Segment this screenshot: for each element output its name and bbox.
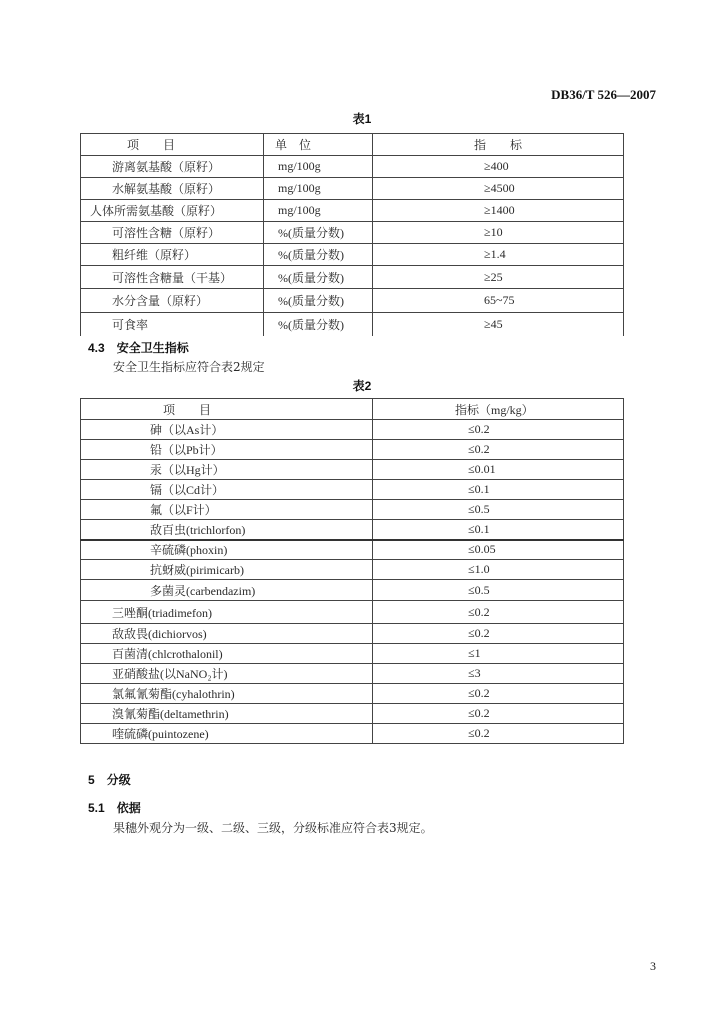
item-name-cell: 敌敌畏(dichiorvos): [81, 624, 373, 644]
table-1-header-item: 项 目: [81, 134, 264, 156]
value-cell: ≥1.4: [373, 244, 624, 266]
item-name-cell: 砷（以As计）: [81, 420, 373, 440]
table-row: [81, 704, 624, 724]
item-name-cell: 溴氰菊酯(deltamethrin): [81, 704, 373, 724]
table-row: [81, 313, 624, 336]
limit-cell: ≤1.0: [373, 560, 624, 580]
table-row: [81, 520, 624, 540]
value-cell: ≥10: [373, 222, 624, 244]
limit-cell: ≤0.2: [373, 624, 624, 644]
table-2-header-row: [81, 399, 624, 420]
table-row: [81, 684, 624, 704]
section-5-1-text: 果穗外观分为一级、二级、三级，分级标准应符合表3规定。: [113, 821, 433, 835]
table-row: [81, 540, 624, 560]
limit-cell: ≤3: [373, 664, 624, 684]
item-name-cell: 铅（以Pb计）: [81, 440, 373, 460]
section-number: 5: [88, 773, 95, 787]
unit-cell: mg/100g: [264, 156, 373, 178]
table-row: [81, 580, 624, 601]
section-title: 分级: [106, 773, 131, 787]
item-name-cell: 氟（以F计）: [81, 500, 373, 520]
table-row: [81, 724, 624, 744]
limit-cell: ≤0.5: [373, 580, 624, 601]
limit-cell: ≤0.2: [373, 724, 624, 744]
limit-cell: ≤0.2: [373, 601, 624, 624]
limit-cell: ≤0.1: [373, 480, 624, 500]
table-row: [81, 289, 624, 313]
table-2: [80, 398, 624, 744]
table-row: [81, 500, 624, 520]
table-row: [81, 244, 624, 266]
limit-cell: ≤0.2: [373, 420, 624, 440]
item-name-cell: 氯氟氰菊酯(cyhalothrin): [81, 684, 373, 704]
item-name-cell: 游离氨基酸（原籽）: [81, 156, 264, 178]
limit-cell: ≤0.2: [373, 684, 624, 704]
limit-cell: ≤0.1: [373, 520, 624, 540]
table-row: [81, 664, 624, 684]
item-name-cell: 百菌清(chlcrothalonil): [81, 644, 373, 664]
unit-cell: mg/100g: [264, 178, 373, 200]
section-5-1-heading: [88, 799, 141, 816]
value-cell: ≥1400: [373, 200, 624, 222]
item-name-cell: 可食率: [81, 313, 264, 336]
table-row: [81, 460, 624, 480]
document-code: DB36/T 526—2007: [551, 87, 656, 102]
table-row: [81, 420, 624, 440]
table-row: [81, 440, 624, 460]
table-row: [81, 222, 624, 244]
item-name-cell: 镉（以Cd计）: [81, 480, 373, 500]
page-number: 3: [650, 959, 656, 973]
limit-cell: ≤0.05: [373, 540, 624, 560]
item-name-cell: 粗纤维（原籽）: [81, 244, 264, 266]
item-name-cell: 亚硝酸盐(以NaNO₂计): [81, 664, 373, 684]
limit-cell: ≤1: [373, 644, 624, 664]
table-row: [81, 624, 624, 644]
unit-cell: %(质量分数): [264, 266, 373, 289]
table-2-header-limit: 指标（mg/kg）: [373, 399, 624, 420]
table-row: [81, 601, 624, 624]
item-name-cell: 喹硫磷(puintozene): [81, 724, 373, 744]
item-name-cell: 辛硫磷(phoxin): [81, 540, 373, 560]
section-title: 依据: [116, 801, 141, 815]
item-name-cell: 汞（以Hg计）: [81, 460, 373, 480]
table-row: [81, 178, 624, 200]
unit-cell: mg/100g: [264, 200, 373, 222]
section-number: 4.3: [88, 341, 105, 355]
limit-cell: ≤0.2: [373, 704, 624, 724]
unit-cell: %(质量分数): [264, 222, 373, 244]
table-row: [81, 266, 624, 289]
item-name-cell: 抗蚜威(pirimicarb): [81, 560, 373, 580]
table-1-header-row: [81, 134, 624, 156]
table-row: [81, 480, 624, 500]
table-row: [81, 560, 624, 580]
section-4-3-heading: [88, 339, 189, 356]
table-1-caption: 表1: [352, 112, 372, 126]
section-5-heading: [88, 771, 131, 788]
table-2-header-item: 项 目: [81, 399, 373, 420]
value-cell: 65~75: [373, 289, 624, 313]
item-name-cell: 可溶性含糖量（干基）: [81, 266, 264, 289]
item-name-cell: 水解氨基酸（原籽）: [81, 178, 264, 200]
unit-cell: %(质量分数): [264, 244, 373, 266]
item-name-cell: 人体所需氨基酸（原籽）: [81, 200, 264, 222]
item-name-cell: 可溶性含糖（原籽）: [81, 222, 264, 244]
unit-cell: %(质量分数): [264, 313, 373, 336]
table-1: [80, 133, 624, 336]
limit-cell: ≤0.01: [373, 460, 624, 480]
item-name-cell: 敌百虫(trichlorfon): [81, 520, 373, 540]
table-1-header-value: 指 标: [373, 134, 624, 156]
table-row: [81, 156, 624, 178]
value-cell: ≥400: [373, 156, 624, 178]
table-row: [81, 200, 624, 222]
limit-cell: ≤0.5: [373, 500, 624, 520]
table-1-body: [81, 156, 624, 336]
value-cell: ≥25: [373, 266, 624, 289]
table-1-header-unit: 单 位: [264, 134, 373, 156]
section-4-3-text: 安全卫生指标应符合表2规定: [113, 360, 265, 374]
section-title: 安全卫生指标: [116, 341, 189, 355]
table-row: [81, 644, 624, 664]
table-2-caption: 表2: [352, 379, 372, 393]
limit-cell: ≤0.2: [373, 440, 624, 460]
item-name-cell: 多菌灵(carbendazim): [81, 580, 373, 601]
item-name-cell: 三唑酮(triadimefon): [81, 601, 373, 624]
unit-cell: %(质量分数): [264, 289, 373, 313]
value-cell: ≥45: [373, 313, 624, 336]
item-name-cell: 水分含量（原籽）: [81, 289, 264, 313]
section-number: 5.1: [88, 801, 105, 815]
value-cell: ≥4500: [373, 178, 624, 200]
table-2-body: [81, 420, 624, 744]
